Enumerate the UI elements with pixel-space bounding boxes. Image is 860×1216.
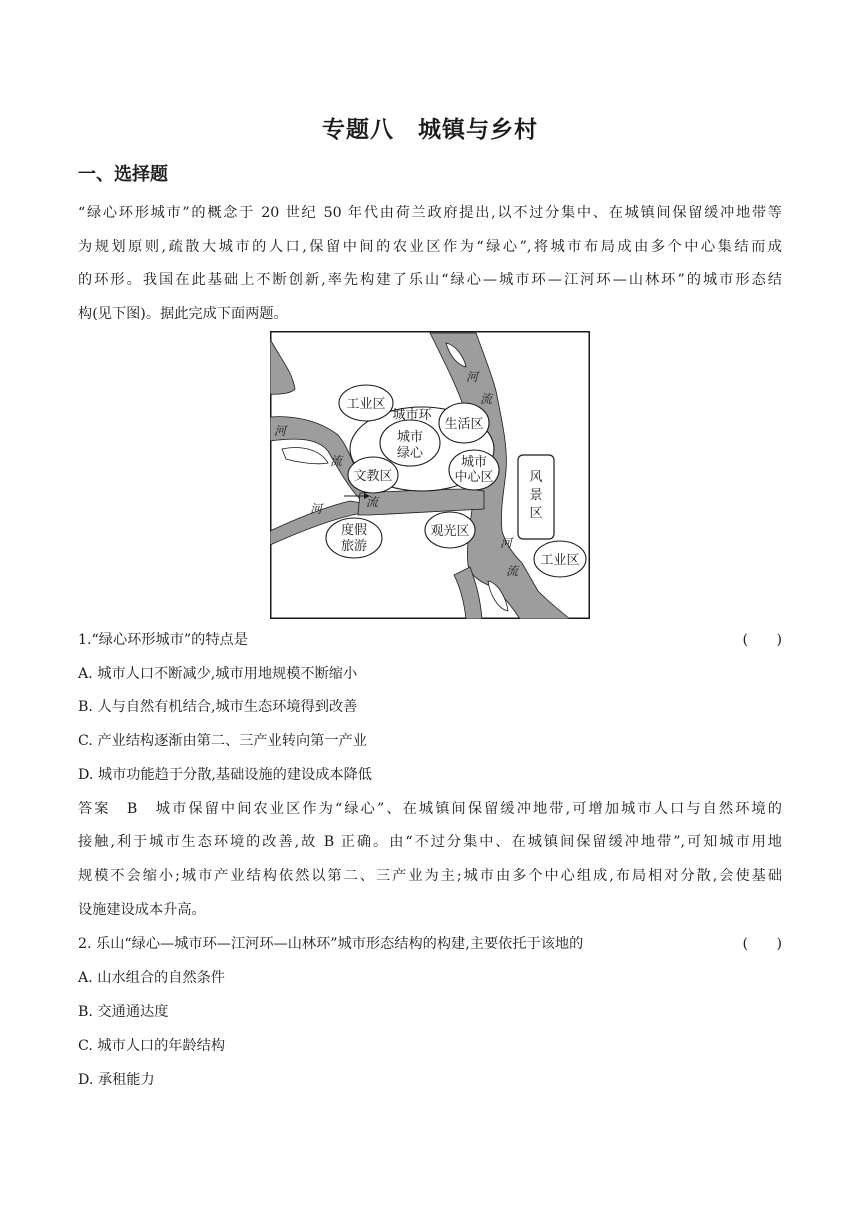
intro-line-4: 构(见下图)。据此完成下面两题。 <box>78 306 288 322</box>
question-2-option-b: B. 交通通达度 <box>78 1004 169 1020</box>
river-label-liu-3: 流 <box>366 495 379 509</box>
intro-line-2: 为规划原则,疏散大城市的人口,保留中间的农业区作为“绿心”,将城市布局成由多个中心集结而成 <box>78 239 782 255</box>
river-label-he-1: 河 <box>466 370 479 384</box>
label-scenic-1: 风 <box>529 470 543 485</box>
question-2-option-a: A. 山水组合的自然条件 <box>78 970 225 986</box>
intro-line-1: “绿心环形城市”的概念于 20 世纪 50 年代由荷兰政府提出,以不过分集中、在城镇间保留缓冲地带等 <box>78 205 782 221</box>
label-living-zone: 生活区 <box>444 417 484 432</box>
question-2-stem <box>78 934 782 954</box>
label-city-center-1: 城市 <box>460 455 488 470</box>
label-scenic-2: 景 <box>529 488 543 503</box>
answer-1-line-3: 规模不会缩小;城市产业结构依然以第二、三产业为主;城市由多个中心组成,布局相对分散,会使基础 <box>78 868 782 884</box>
question-1-answer-bracket: ( ) <box>742 632 782 648</box>
label-resort-1: 度假 <box>340 523 368 538</box>
label-culture-edu-zone: 文教区 <box>353 469 393 484</box>
label-industrial-zone-1: 工业区 <box>346 397 386 412</box>
intro-line-3: 的环形。我国在此基础上不断创新,率先构建了乐山“绿心—城市环—江河环—山林环”的城市形态结 <box>78 272 782 288</box>
river-label-he-3: 河 <box>310 502 323 516</box>
river-label-liu-2: 流 <box>330 454 343 468</box>
label-city-center-2: 中心区 <box>454 470 494 485</box>
question-1-option-b: B. 人与自然有机结合,城市生态环境得到改善 <box>78 699 358 715</box>
question-2-option-c: C. 城市人口的年龄结构 <box>78 1038 226 1054</box>
river-label-he-2: 河 <box>274 424 287 438</box>
river-label-liu-1: 流 <box>480 392 493 406</box>
label-scenic-3: 区 <box>529 506 543 521</box>
river-label-liu-4: 流 <box>506 564 519 578</box>
answer-1-line-2: 接触,利于城市生态环境的改善,故 B 正确。由“不过分集中、在城镇间保留缓冲地带”,可知城市用地 <box>78 834 782 850</box>
label-industrial-zone-2: 工业区 <box>540 553 580 568</box>
question-1-text: 1.“绿心环形城市”的特点是 <box>78 632 248 648</box>
label-green-heart-2: 绿心 <box>396 446 424 461</box>
label-green-heart-1: 城市 <box>396 430 424 445</box>
label-sightseeing: 观光区 <box>430 524 470 539</box>
question-2-text: 2. 乐山“绿心—城市环—江河环—山林环”城市形态结构的构建,主要依托于该地的 <box>78 936 584 952</box>
city-structure-map <box>270 331 590 619</box>
map-svg <box>270 331 590 619</box>
question-2-answer-bracket: ( ) <box>742 936 782 952</box>
question-1-option-c: C. 产业结构逐渐由第二、三产业转向第一产业 <box>78 733 367 749</box>
question-1-option-d: D. 城市功能趋于分散,基础设施的建设成本降低 <box>78 767 372 783</box>
river-label-he-4: 河 <box>500 536 513 550</box>
answer-1-line-1: 答案 B 城市保留中间农业区作为“绿心”、在城镇间保留缓冲地带,可增加城市人口与自然环境的 <box>78 801 782 817</box>
question-2-option-d: D. 承租能力 <box>78 1072 155 1088</box>
label-resort-2: 旅游 <box>340 539 368 554</box>
answer-1-line-4: 设施建设成本升高。 <box>78 902 206 918</box>
question-1-stem <box>78 630 782 650</box>
page-title: 专题八 城镇与乡村 <box>322 117 538 143</box>
question-1-option-a: A. 城市人口不断减少,城市用地规模不断缩小 <box>78 666 358 682</box>
section-heading: 一、选择题 <box>78 164 168 185</box>
label-city-ring: 城市环 <box>392 408 432 423</box>
